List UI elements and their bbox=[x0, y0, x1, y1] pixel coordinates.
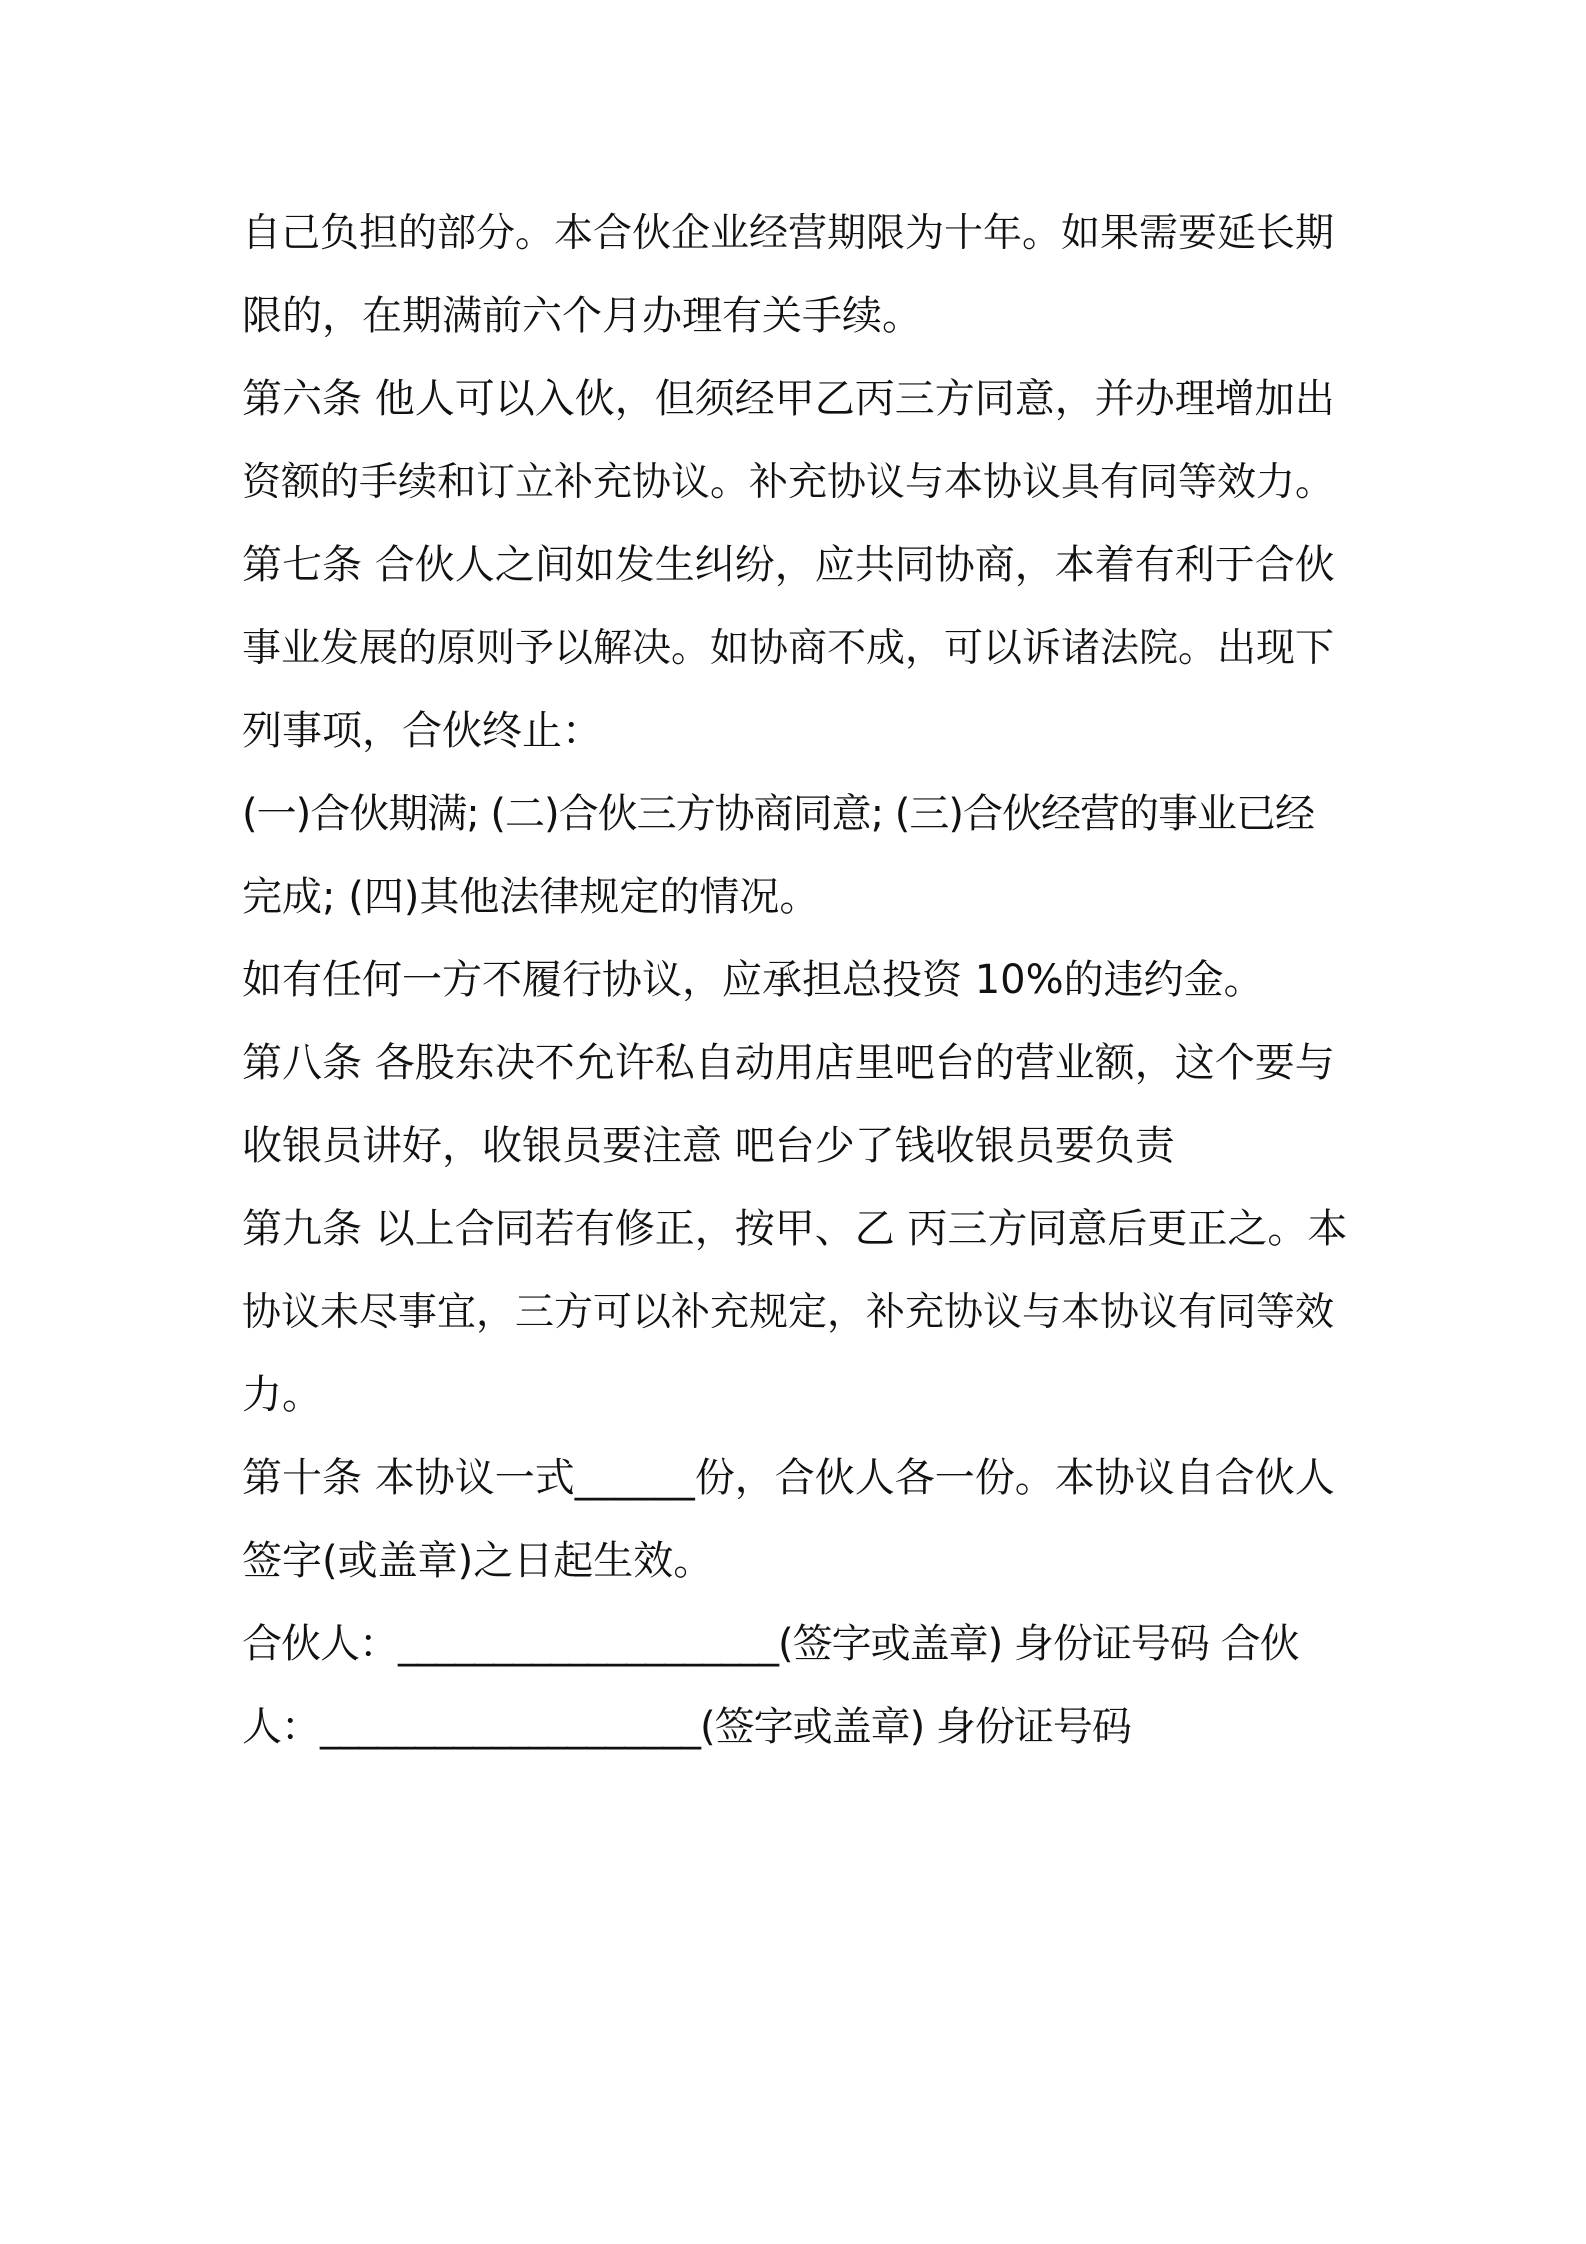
article-10-line: 第十条 本协议一式______份，合伙人各一份。本协议自合伙人 bbox=[242, 1455, 1335, 1501]
article-9-line: 第九条 以上合同若有修正，按甲、乙 丙三方同意后更正之。本 bbox=[242, 1206, 1348, 1252]
text-line: 力。 bbox=[242, 1372, 322, 1418]
text-line: 事业发展的原则予以解决。如协商不成，可以诉诸法院。出现下 bbox=[242, 626, 1335, 671]
article-7-line: 第七条 合伙人之间如发生纠纷，应共同协商，本着有利于合伙 bbox=[242, 542, 1335, 588]
document-body bbox=[242, 192, 1357, 1769]
termination-items-line: (一)合伙期满; (二)合伙三方协商同意; (三)合伙经营的事业已经 bbox=[242, 791, 1315, 837]
article-8-line: 第八条 各股东决不允许私自动用店里吧台的营业额，这个要与 bbox=[242, 1040, 1335, 1086]
article-6-line: 第六条 他人可以入伙，但须经甲乙丙三方同意，并办理增加出 bbox=[242, 376, 1335, 422]
text-line: 收银员讲好，收银员要注意 吧台少了钱收银员要负责 bbox=[242, 1123, 1175, 1169]
signature-line: 人：____________________(签字或盖章) 身份证号码 bbox=[242, 1704, 1131, 1750]
text-line: 签字(或盖章)之日起生效。 bbox=[242, 1538, 714, 1584]
text-line: 完成; (四)其他法律规定的情况。 bbox=[242, 874, 820, 920]
text-line: 自己负担的部分。本合伙企业经营期限为十年。如果需要延长期 bbox=[242, 211, 1335, 256]
signature-line: 合伙人：____________________(签字或盖章) 身份证号码 合伙 bbox=[242, 1621, 1299, 1667]
text-line: 资额的手续和订立补充协议。补充协议与本协议具有同等效力。 bbox=[242, 460, 1335, 505]
text-line: 协议未尽事宜，三方可以补充规定，补充协议与本协议有同等效 bbox=[242, 1290, 1335, 1335]
text-line: 限的，在期满前六个月办理有关手续。 bbox=[242, 293, 922, 339]
penalty-line: 如有任何一方不履行协议，应承担总投资 10%的违约金。 bbox=[242, 957, 1264, 1003]
text-line: 列事项，合伙终止： bbox=[242, 708, 602, 754]
